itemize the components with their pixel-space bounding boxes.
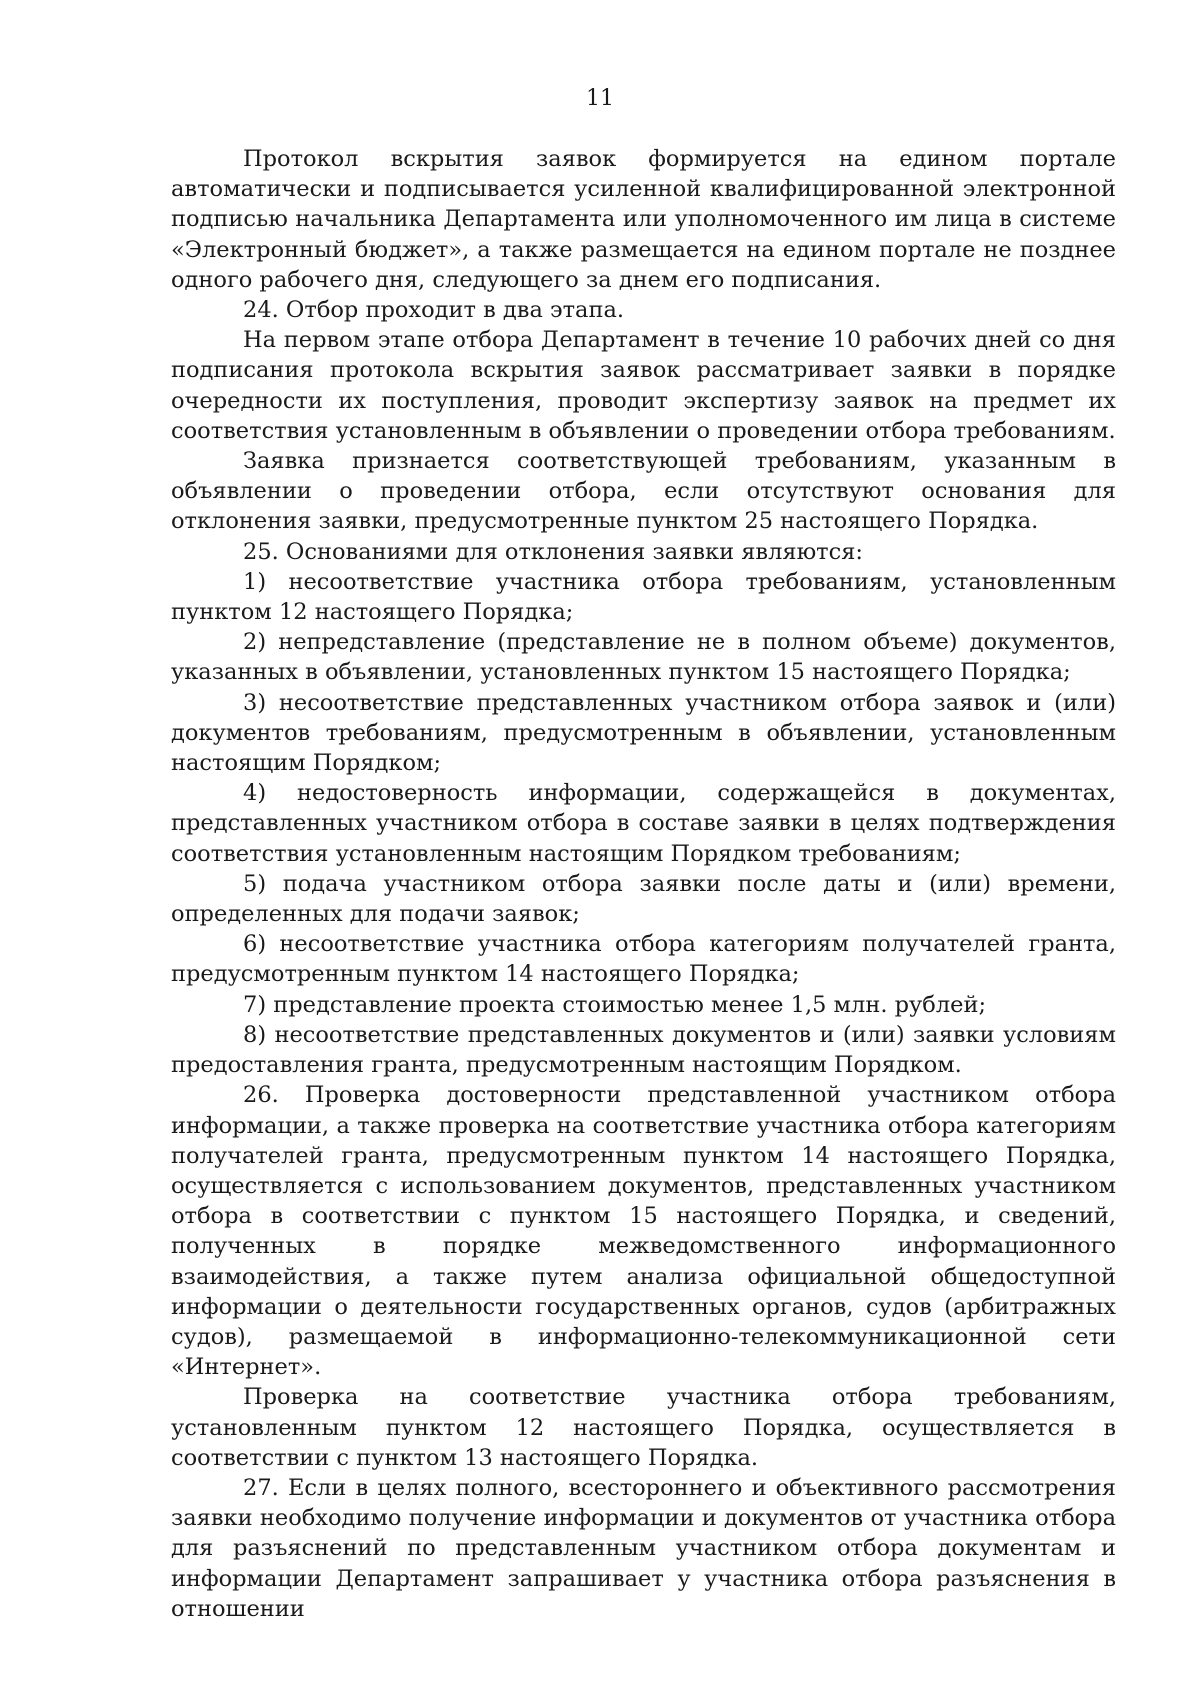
list-item-2: 2) непредставление (представление не в полном объеме) документов, указанных в объявлении, установленных пунктом 15 настоящего Порядка;: [171, 629, 1116, 686]
list-item-7: 7) представление проекта стоимостью менее 1,5 млн. рублей;: [243, 991, 987, 1018]
list-item-1: 1) несоответствие участника отбора требованиям, установленным пунктом 12 настоящего Порядка;: [171, 568, 1116, 626]
paragraph-25: 25. Основаниями для отклонения заявки являются:: [243, 538, 864, 565]
list-item-3: 3) несоответствие представленных участником отбора заявок и (или) документов требованиям, предусмотренным в объявлении, установленным настоящим Порядком;: [171, 689, 1116, 777]
paragraph-24: 24. Отбор проходит в два этапа.: [243, 297, 625, 324]
list-item-8: 8) несоответствие представленных документов и (или) заявки условиям предоставления гранта, предусмотренным настоящим Порядком.: [171, 1021, 1116, 1079]
paragraph-protocol: Протокол вскрытия заявок формируется на едином портале автоматически и подписывается усиленной квалифицированной электронной подписью начальника Департамента или уполномоченного им лица в системе «Электронный бюджет», а также размещается на едином портале не позднее одного рабочего дня, следующего за днем его подписания.: [171, 146, 1116, 293]
paragraph-26: 26. Проверка достоверности представленной участником отбора информации, а также проверка на соответствие участника отбора категориям получателей гранта, предусмотренным пунктом 14 настоящего Порядка, осуществляется с использованием документов, представленных участником отбора в соответствии с пунктом 15 настоящего Порядка, и сведений, полученных в порядке межведомственного информационного взаимодействия, а также путем анализа официальной общедоступной информации о деятельности государственных органов, судов (арбитражных судов), размещаемой в информационно-телекоммуникационной сети «Интернет».: [171, 1082, 1116, 1381]
paragraph-verification: Проверка на соответствие участника отбора требованиям, установленным пунктом 12 настоящего Порядка, осуществляется в соответствии с пунктом 13 настоящего Порядка.: [171, 1384, 1116, 1471]
list-item-4: 4) недостоверность информации, содержащейся в документах, представленных участником отбора в составе заявки в целях подтверждения соответствия установленным настоящим Порядком требованиям;: [171, 780, 1116, 867]
paragraph-application-compliance: Заявка признается соответствующей требованиям, указанным в объявлении о проведении отбора, если отсутствуют основания для отклонения заявки, предусмотренные пунктом 25 настоящего Порядка.: [171, 448, 1116, 535]
list-item-5: 5) подача участником отбора заявки после даты и (или) времени, определенных для подачи заявок;: [171, 870, 1116, 928]
document-body: [171, 144, 1116, 1624]
paragraph-first-stage: На первом этапе отбора Департамент в течение 10 рабочих дней со дня подписания протокола вскрытия заявок рассматривает заявки в порядке очередности их поступления, проводит экспертизу заявок на предмет их соответствия установленным в объявлении о проведении отбора требованиям.: [171, 327, 1116, 444]
paragraph-27: 27. Если в целях полного, всестороннего и объективного рассмотрения заявки необходимо получение информации и документов от участника отбора для разъяснений по представленным участником отбора документам и информации Департамент запрашивает у участника отбора разъяснения в отношении: [171, 1474, 1116, 1622]
list-item-6: 6) несоответствие участника отбора категориям получателей гранта, предусмотренным пунктом 14 настоящего Порядка;: [171, 931, 1116, 988]
page-number: 11: [586, 86, 614, 111]
